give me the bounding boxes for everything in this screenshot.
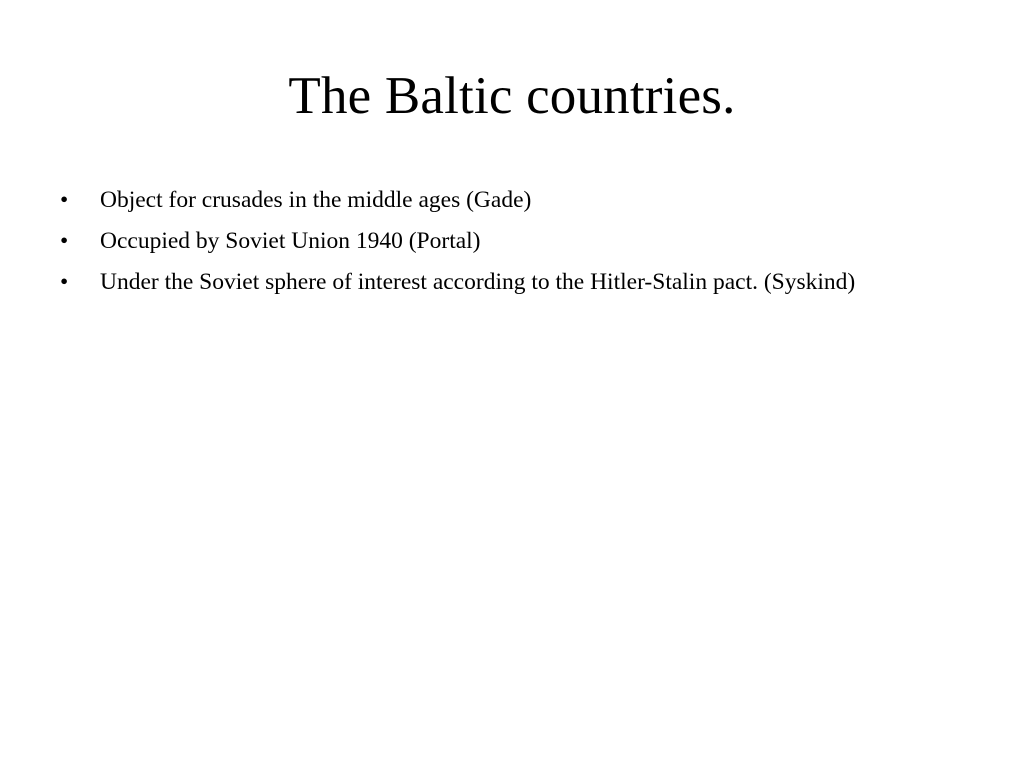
bullet-icon: • (60, 269, 69, 295)
bullet-text: Object for crusades in the middle ages (Gade) (100, 187, 532, 213)
bullet-item (60, 225, 940, 258)
bullet-icon: • (60, 187, 69, 213)
bullet-item (60, 184, 940, 217)
bullet-text: Under the Soviet sphere of interest according to the Hitler-Stalin pact. (Syskind) (100, 269, 856, 295)
bullet-list (60, 184, 940, 307)
bullet-text: Occupied by Soviet Union 1940 (Portal) (100, 228, 481, 254)
bullet-item (60, 266, 940, 299)
slide-title: The Baltic countries. (288, 67, 736, 125)
bullet-icon: • (60, 228, 69, 254)
